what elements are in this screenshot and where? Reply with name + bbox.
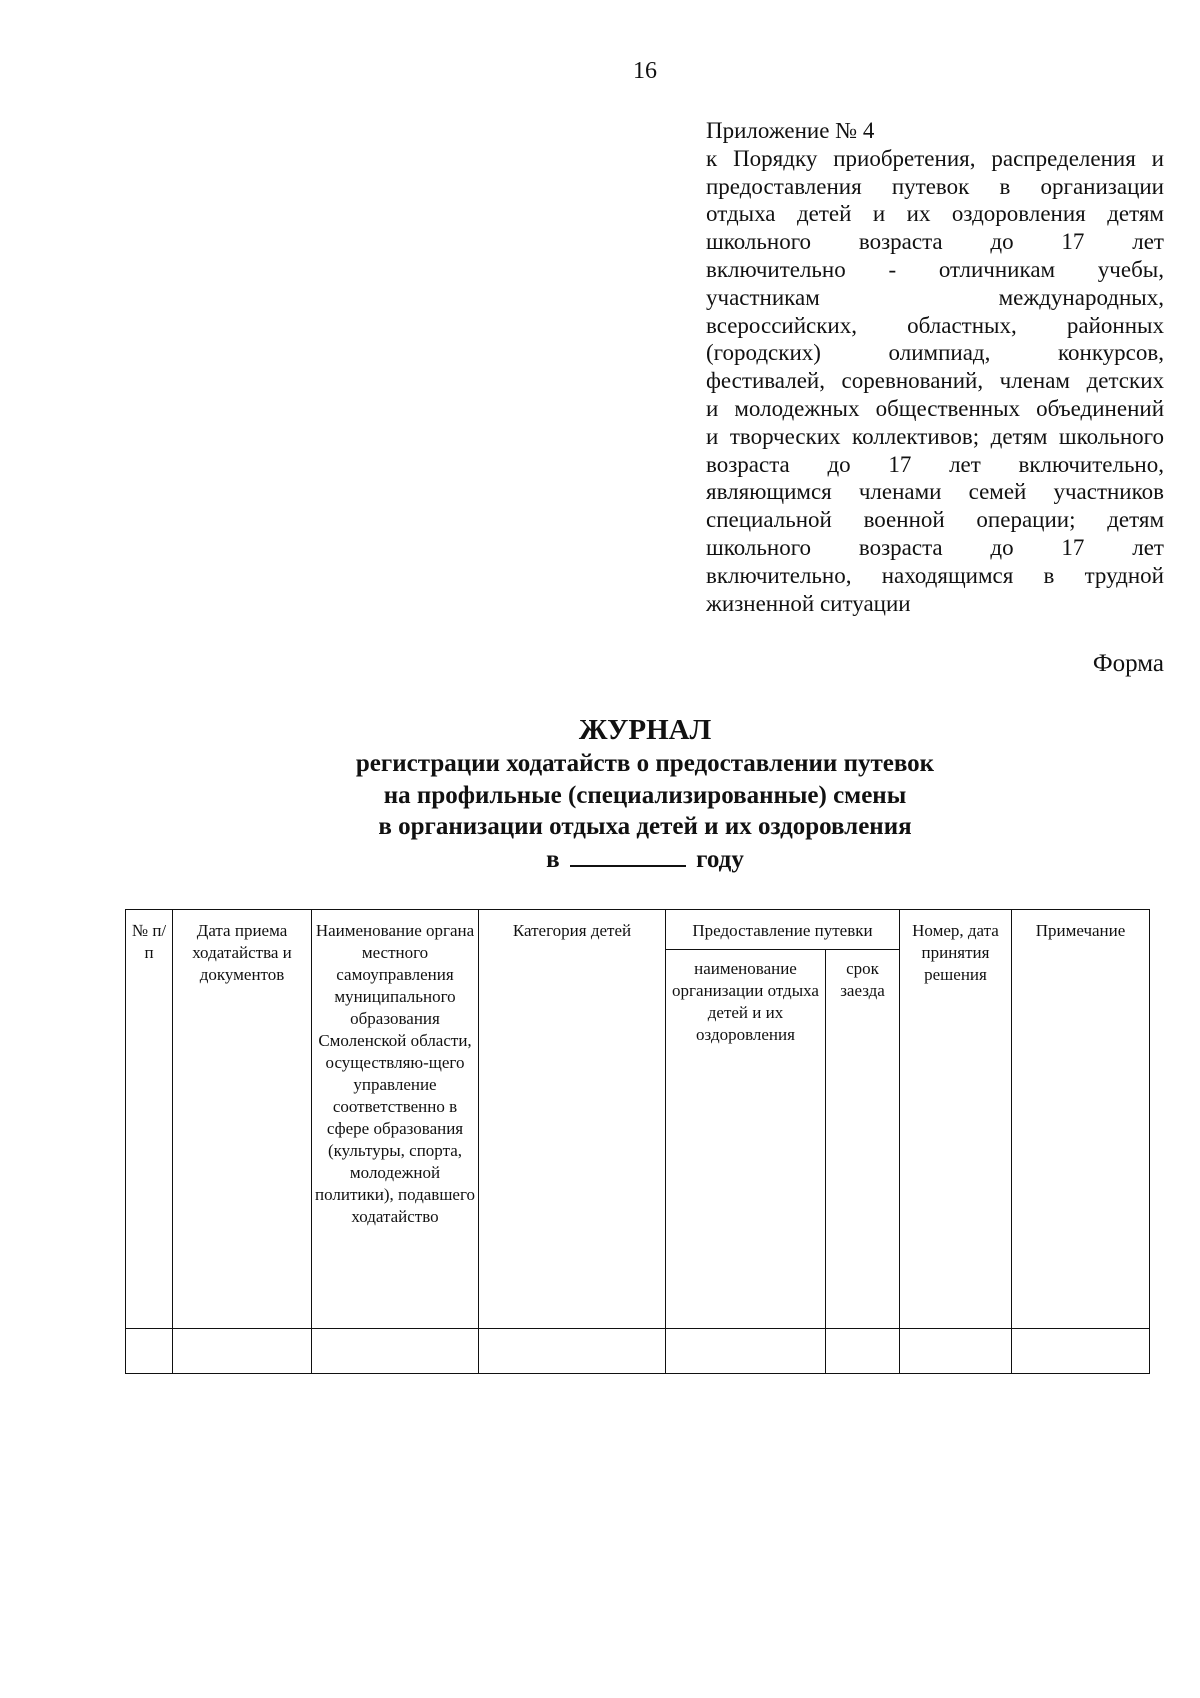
appendix-line: к Порядку приобретения, распределения и — [706, 145, 1164, 171]
header-decision: Номер, дата принятия решения — [900, 910, 1012, 1329]
appendix-line: являющимся членами семей участников — [706, 479, 1164, 505]
appendix-line: всероссийских, областных, районных — [706, 312, 1164, 338]
appendix-line: включительно, находящимся в трудной — [706, 562, 1164, 588]
appendix-line: специальной военной операции; детям — [706, 507, 1164, 533]
appendix-line: (городских) олимпиад, конкурсов, — [706, 340, 1164, 366]
table-cell — [666, 1329, 826, 1374]
header-category: Категория детей — [479, 910, 666, 1329]
appendix-line: отдыха детей и их оздоровления детям — [706, 201, 1164, 227]
subheader-org-name: наименование организации отдыха детей и их оздоровления — [666, 950, 826, 1329]
appendix-line: и творческих коллективов; детям школьного — [706, 423, 1164, 449]
header-number: № п/п — [126, 910, 173, 1329]
appendix-line: школьного возраста до 17 лет — [706, 534, 1164, 560]
appendix-line: участникам международных, — [706, 284, 1164, 310]
appendix-line: фестивалей, соревнований, членам детских — [706, 368, 1164, 394]
header-note: Примечание — [1012, 910, 1150, 1329]
title-main: ЖУРНАЛ — [578, 714, 712, 746]
appendix-line: Приложение № 4 — [706, 118, 875, 143]
title-line-1: регистрации ходатайств о предоставлении путевок — [355, 750, 935, 777]
page-number: 16 — [633, 58, 657, 84]
header-date: Дата приема ходатайства и документов — [173, 910, 312, 1329]
form-label: Форма — [1092, 650, 1164, 677]
journal-table — [125, 909, 1150, 1374]
appendix-line: возраста до 17 лет включительно, — [706, 451, 1164, 477]
table-cell — [312, 1329, 479, 1374]
appendix-line: жизненной ситуации — [706, 590, 911, 616]
table-row — [126, 1329, 1150, 1374]
table-cell — [173, 1329, 312, 1374]
subheader-arrival: срок заезда — [826, 950, 900, 1329]
appendix-line: школьного возраста до 17 лет — [706, 229, 1164, 255]
title-line-3: в организации отдыха детей и их оздоровления — [378, 813, 912, 840]
table-cell — [826, 1329, 900, 1374]
year-prefix: в — [546, 845, 560, 873]
header-voucher: Предоставление путевки — [666, 910, 900, 950]
title-line-2: на профильные (специализированные) смены — [383, 781, 907, 809]
year-blank — [570, 843, 686, 867]
table-cell — [900, 1329, 1012, 1374]
table-cell — [1012, 1329, 1150, 1374]
appendix-line: и молодежных общественных объединений — [706, 395, 1164, 421]
appendix-line: включительно - отличникам учебы, — [706, 256, 1164, 282]
year-line — [0, 843, 1200, 876]
appendix-line: предоставления путевок в организации — [706, 173, 1164, 199]
year-suffix: году — [696, 845, 744, 873]
table-cell — [479, 1329, 666, 1374]
header-authority: Наименование органа местного самоуправления муниципального образования Смоленской области, осуществляю-щего управление соответственно в сфере образования (культуры, спорта, молодежной политики), подавшего ходатайство — [312, 910, 479, 1329]
journal-title — [0, 712, 1200, 876]
table-header-row — [126, 910, 1150, 950]
appendix-note — [706, 117, 1164, 617]
table-cell — [126, 1329, 173, 1374]
